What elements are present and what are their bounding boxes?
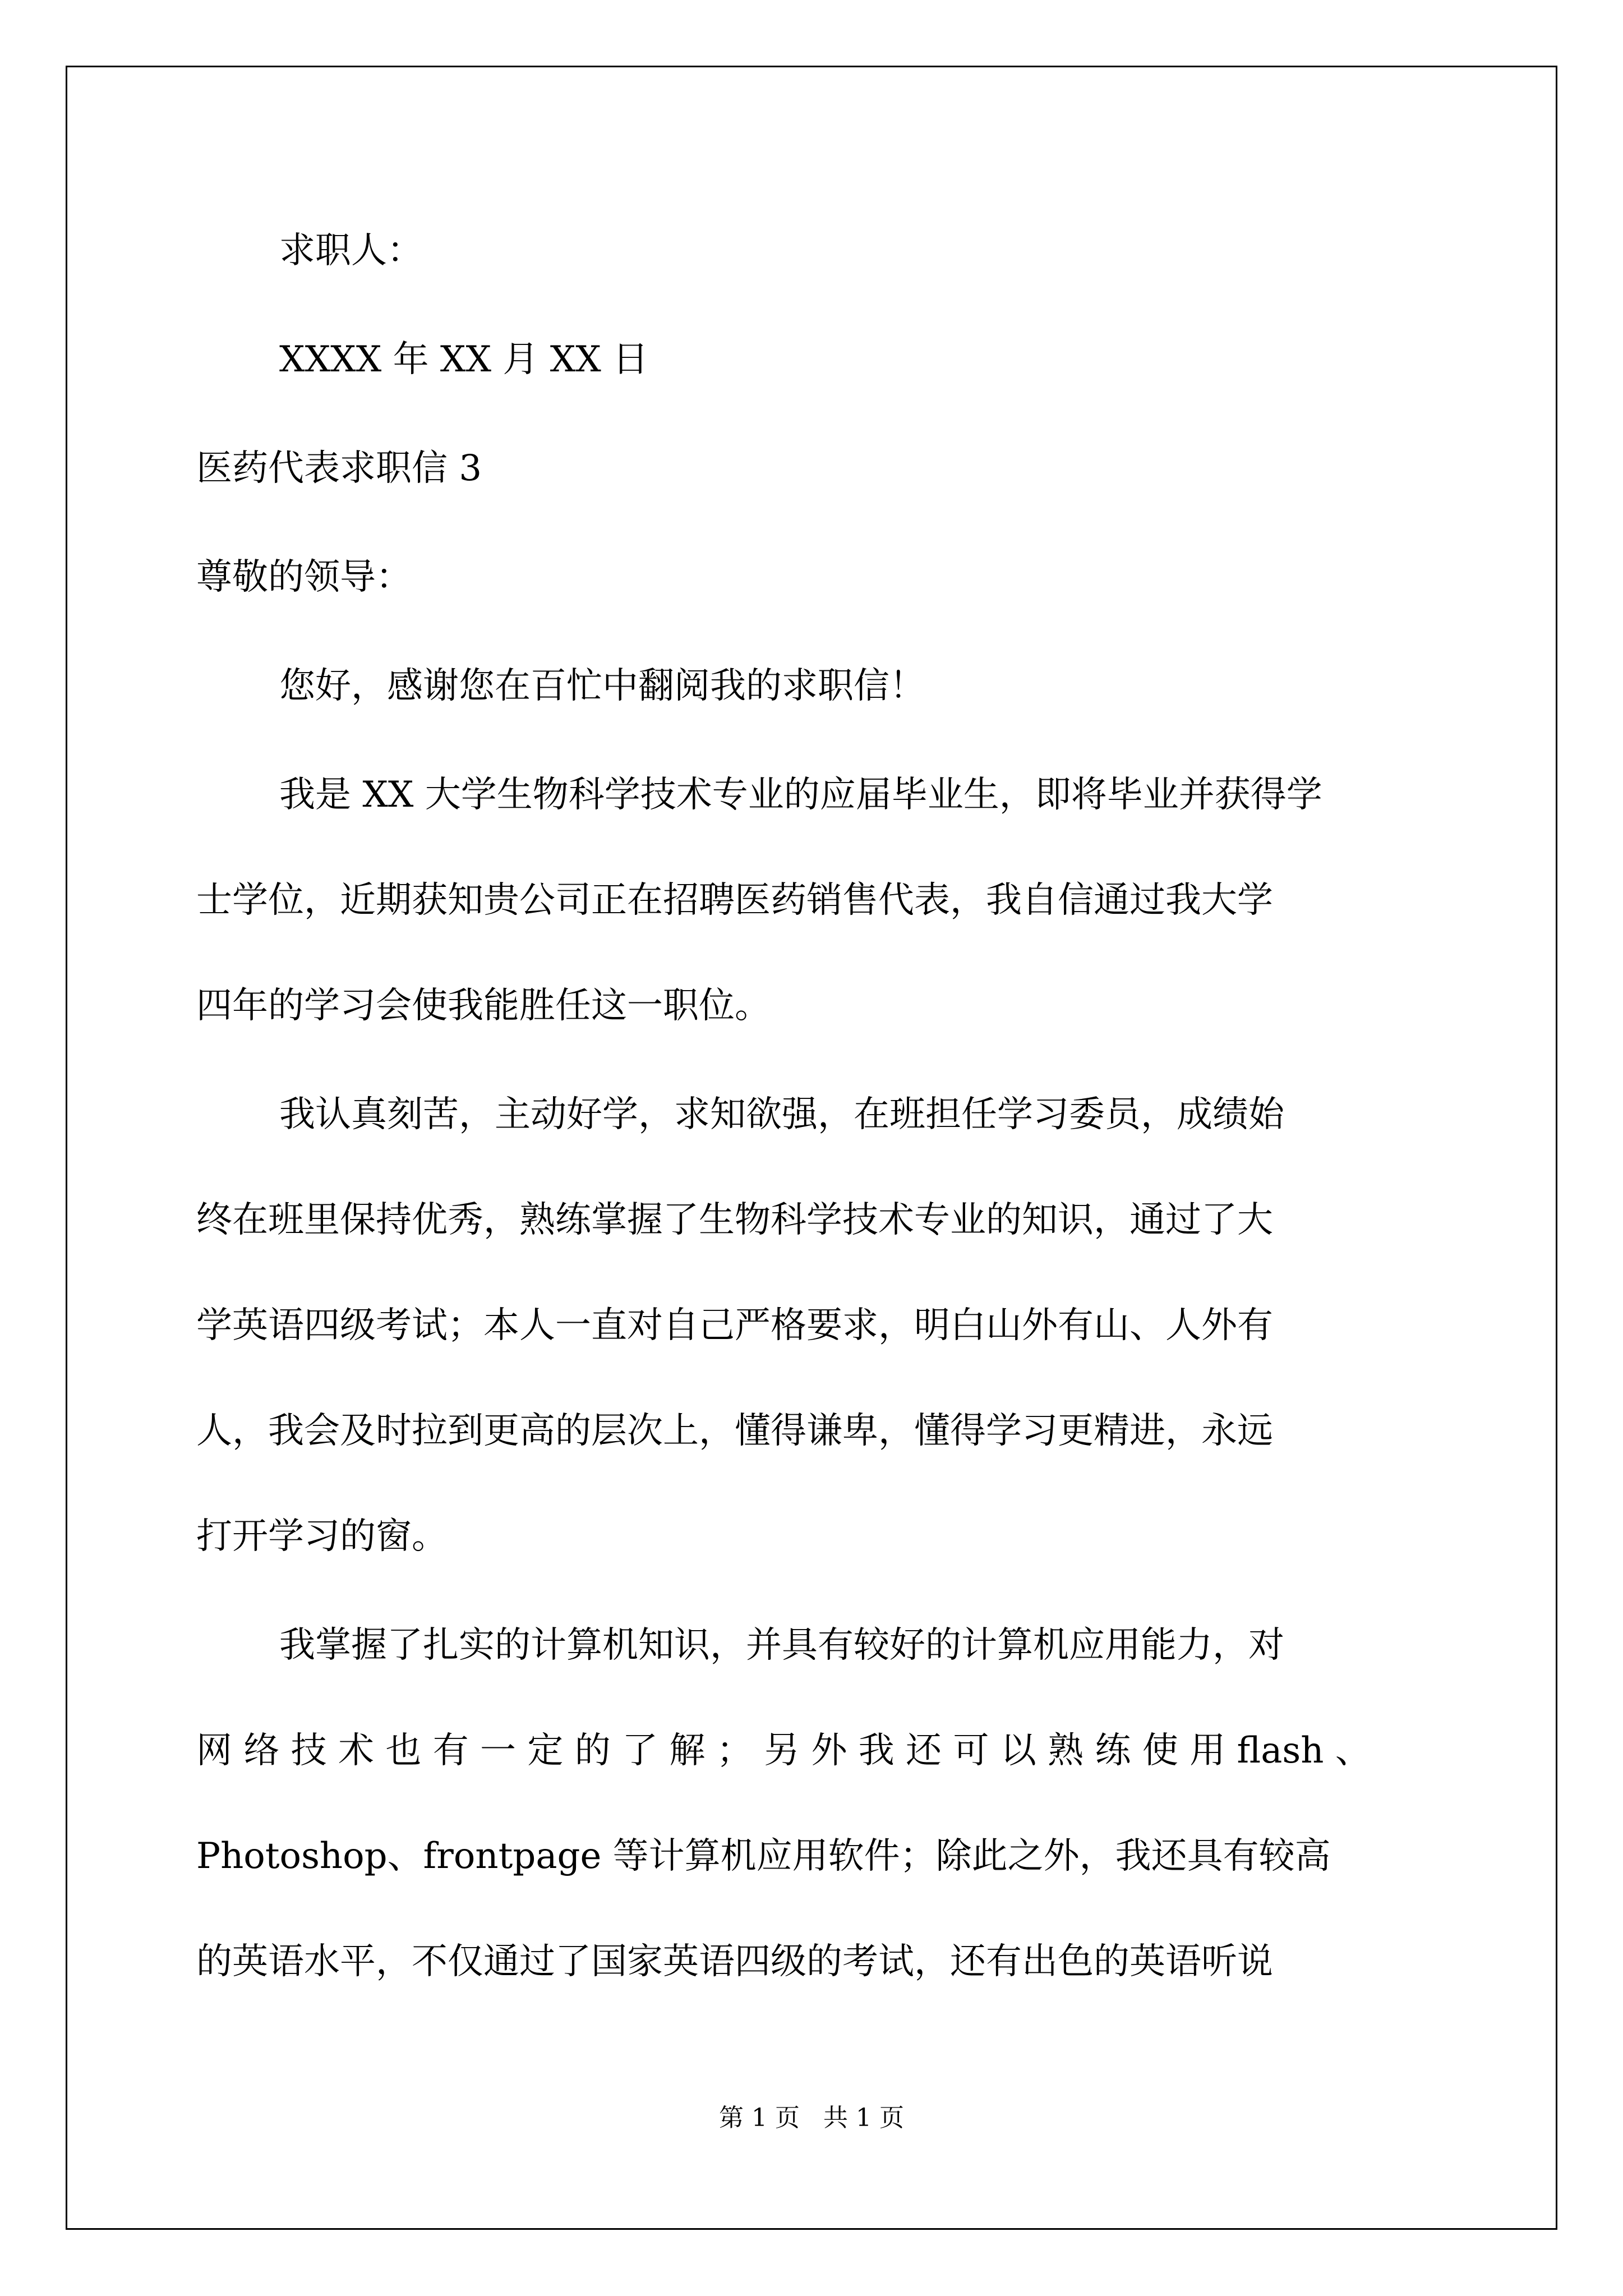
document-body <box>196 0 1430 2076</box>
paragraph-line: 我掌握了扎实的计算机知识，并具有较好的计算机应用能力，对 <box>279 1625 1284 1666</box>
paragraph-line: 四年的学习会使我能胜任这一职位。 <box>196 985 771 1027</box>
page-footer <box>0 2102 1623 2134</box>
paragraph-line: 网 络 技 术 也 有 一 定 的 了 解 ； 另 外 我 还 可 以 熟 练 使 用 flash 、 <box>196 1730 1371 1772</box>
paragraph-line: 学英语四级考试；本人一直对自己严格要求，明白山外有山、人外有 <box>196 1305 1273 1346</box>
paragraph-line: 我是 XX 大学生物科学技术专业的应届毕业生，即将毕业并获得学 <box>279 774 1322 816</box>
applicant-label: 求职人： <box>279 230 423 272</box>
paragraph-line: Photoshop、frontpage 等计算机应用软件；除此之外，我还具有较高 <box>196 1835 1331 1877</box>
paragraph-line: 人，我会及时拉到更高的层次上，懂得谦卑，懂得学习更精进，永远 <box>196 1410 1273 1452</box>
greeting-paragraph: 您好，感谢您在百忙中翻阅我的求职信！ <box>279 665 925 707</box>
section-title: 医药代表求职信 3 <box>196 448 482 489</box>
paragraph-line: 打开学习的窗。 <box>196 1516 448 1557</box>
paragraph-line: 我认真刻苦，主动好学，求知欲强，在班担任学习委员，成绩始 <box>279 1094 1284 1135</box>
date-line: XXXX 年 XX 月 XX 日 <box>279 339 649 380</box>
salutation: 尊敬的领导： <box>196 556 412 598</box>
paragraph-line: 的英语水平，不仅通过了国家英语四级的考试，还有出色的英语听说 <box>196 1941 1273 1982</box>
paragraph-line: 士学位，近期获知贵公司正在招聘医药销售代表，我自信通过我大学 <box>196 880 1273 921</box>
page-number: 第 1 页 <box>719 2104 800 2132</box>
paragraph-line: 终在班里保持优秀，熟练掌握了生物科学技术专业的知识，通过了大 <box>196 1199 1273 1241</box>
page-total: 共 1 页 <box>823 2104 904 2132</box>
